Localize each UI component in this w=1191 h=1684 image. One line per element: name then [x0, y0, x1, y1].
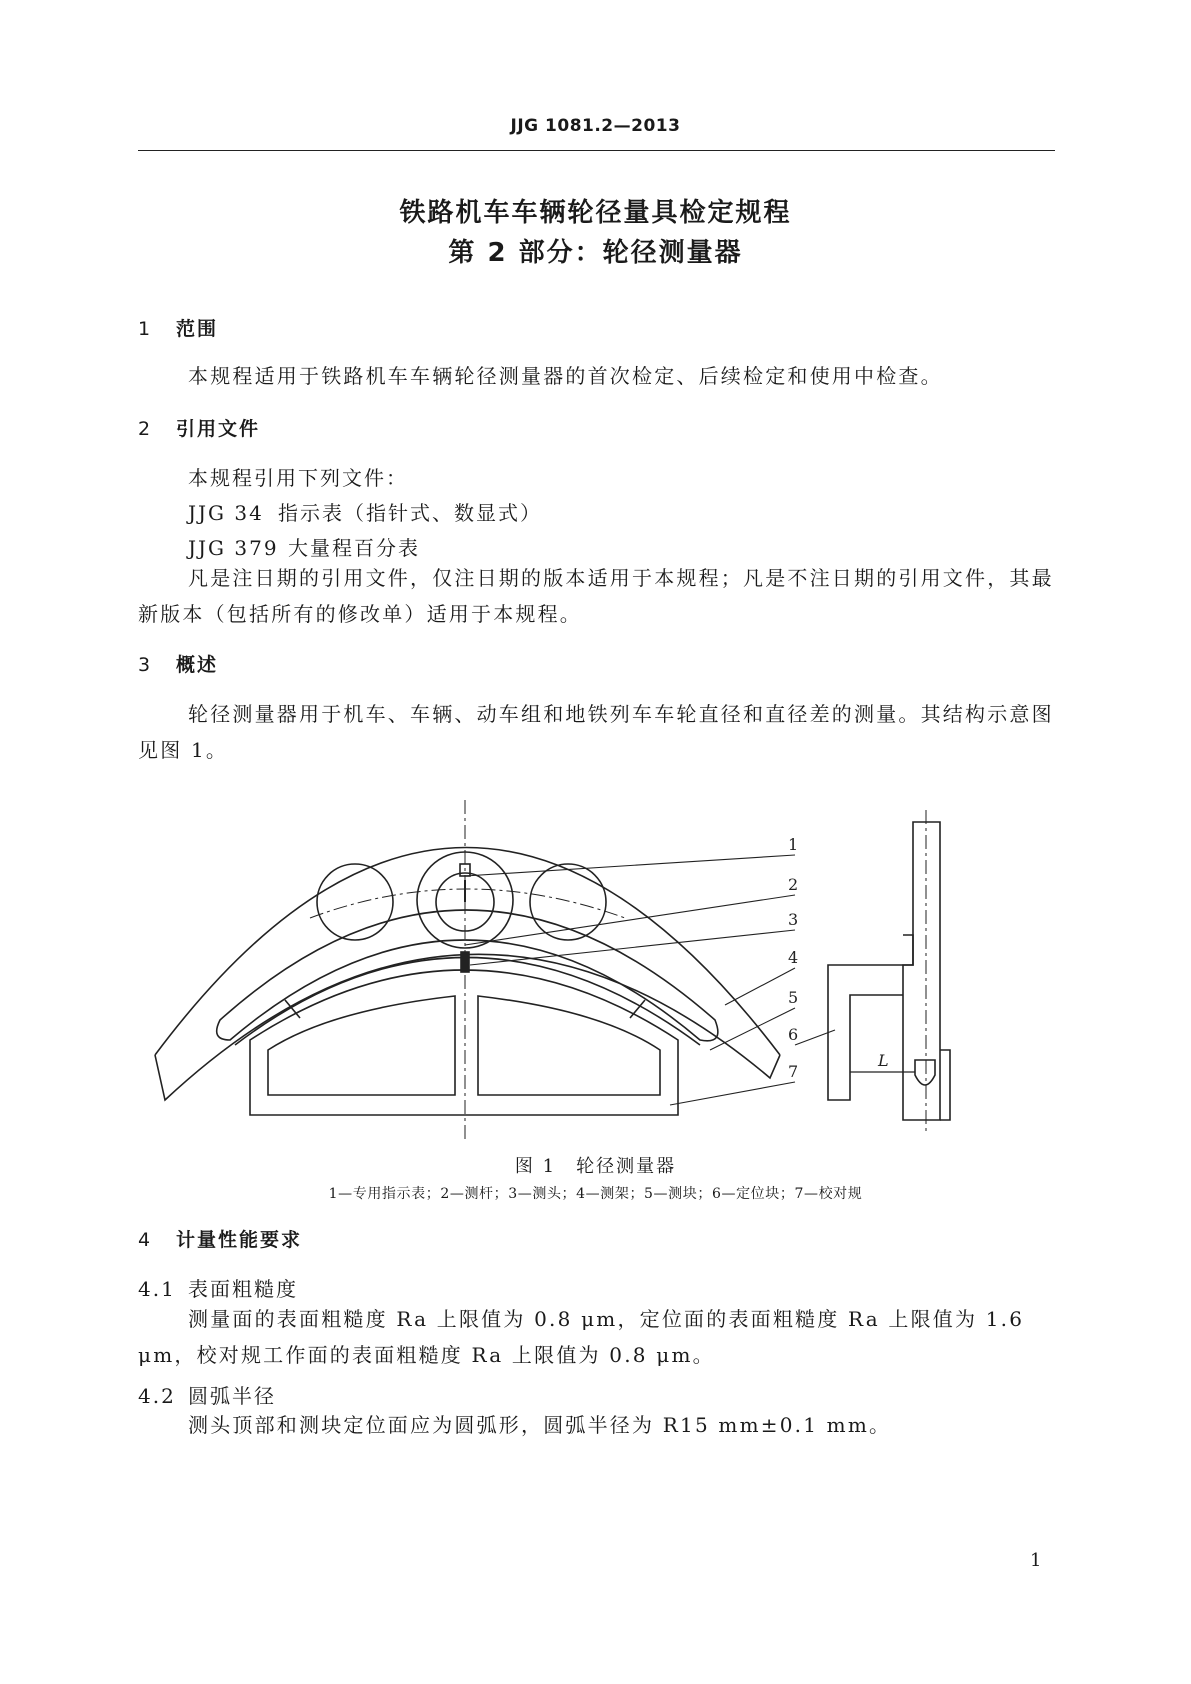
figure-label-7: 7 — [788, 1062, 799, 1081]
subsection-4-2-text: 测头顶部和测块定位面应为圆弧形，圆弧半径为 R15 mm±0.1 mm。 — [188, 1413, 892, 1437]
reference-item — [188, 532, 420, 561]
section-4-heading — [138, 1225, 302, 1252]
doc-title-line1: 铁路机车车辆轮径量具检定规程 — [399, 198, 792, 228]
section-2-title: 引用文件 — [176, 418, 261, 440]
reference-code: JJG 379 — [188, 536, 279, 560]
section-1-text: 本规程适用于铁路机车车辆轮径测量器的首次检定、后续检定和使用中检查。 — [188, 364, 943, 388]
section-1-title: 范围 — [176, 318, 219, 340]
section-4-title: 计量性能要求 — [176, 1229, 303, 1251]
dimension-label: L — [878, 1051, 889, 1070]
subsection-4-1-title: 表面粗糙度 — [188, 1277, 298, 1301]
page-number: 1 — [1030, 1550, 1042, 1571]
figure-label-6: 6 — [788, 1025, 799, 1044]
section-4-number: 4 — [138, 1229, 153, 1251]
section-1-heading — [138, 314, 218, 341]
section-2-heading — [138, 414, 260, 441]
figure-label-2: 2 — [788, 875, 799, 894]
positioning-block — [828, 935, 913, 1100]
section-2-intro: 本规程引用下列文件： — [188, 466, 408, 490]
gauge-window-left — [268, 996, 455, 1095]
section-3-number: 3 — [138, 654, 153, 676]
header-rule — [138, 150, 1055, 151]
subsection-4-1-heading — [138, 1273, 298, 1302]
section-2-number: 2 — [138, 418, 153, 440]
subsection-4-2-title: 圆弧半径 — [188, 1384, 276, 1408]
subsection-4-2-number: 4.2 — [138, 1384, 176, 1408]
leader-6 — [795, 1030, 835, 1045]
leader-7 — [670, 1082, 795, 1105]
section-2-note: 凡是注日期的引用文件，仅注日期的版本适用于本规程；凡是不注日期的引用文件，其最新版本（包括所有的修改单）适用于本规程。 — [138, 566, 1054, 626]
figure-label-3: 3 — [788, 910, 799, 929]
side-view-tip — [940, 1050, 950, 1120]
reference-code: JJG 34 — [188, 501, 264, 525]
leader-1 — [465, 855, 795, 876]
leader-5 — [710, 1008, 795, 1050]
figure-caption: 图 1 轮径测量器 — [514, 1156, 677, 1177]
reference-item — [188, 497, 542, 526]
section-3-text: 轮径测量器用于机车、车辆、动车组和地铁列车车轮直径和直径差的测量。其结构示意图见图 1。 — [138, 702, 1054, 762]
doc-title-line2: 第 2 部分：轮径测量器 — [448, 238, 743, 268]
leader-4 — [725, 968, 795, 1005]
reference-name: 指示表（指针式、数显式） — [278, 501, 542, 525]
figure-label-4: 4 — [788, 948, 799, 967]
left-round — [317, 864, 393, 940]
frame-lower-arc — [155, 954, 780, 1100]
frame-slot — [217, 910, 718, 1041]
section-3-heading — [138, 650, 218, 677]
section-1-number: 1 — [138, 318, 153, 340]
reference-name: 大量程百分表 — [288, 536, 420, 560]
section-3-title: 概述 — [176, 654, 219, 676]
figure-label-5: 5 — [788, 988, 799, 1007]
gauge-window-right — [478, 996, 660, 1095]
header-code: JJG 1081.2—2013 — [510, 116, 681, 136]
center-line-arc — [310, 889, 625, 918]
subsection-4-2-heading — [138, 1380, 276, 1409]
leader-2 — [465, 895, 795, 945]
subsection-4-1-text: 测量面的表面粗糙度 Ra 上限值为 0.8 μm，定位面的表面粗糙度 Ra 上限值为 1.6 μm，校对规工作面的表面粗糙度 Ra 上限值为 0.8 μm。 — [138, 1307, 1025, 1367]
subsection-4-1-number: 4.1 — [138, 1277, 176, 1301]
figure-legend: 1—专用指示表；2—测杆；3—测头；4—测架；5—测块；6—定位块；7—校对规 — [328, 1186, 863, 1202]
figure-label-1: 1 — [788, 835, 799, 854]
side-view-head — [915, 1060, 935, 1085]
